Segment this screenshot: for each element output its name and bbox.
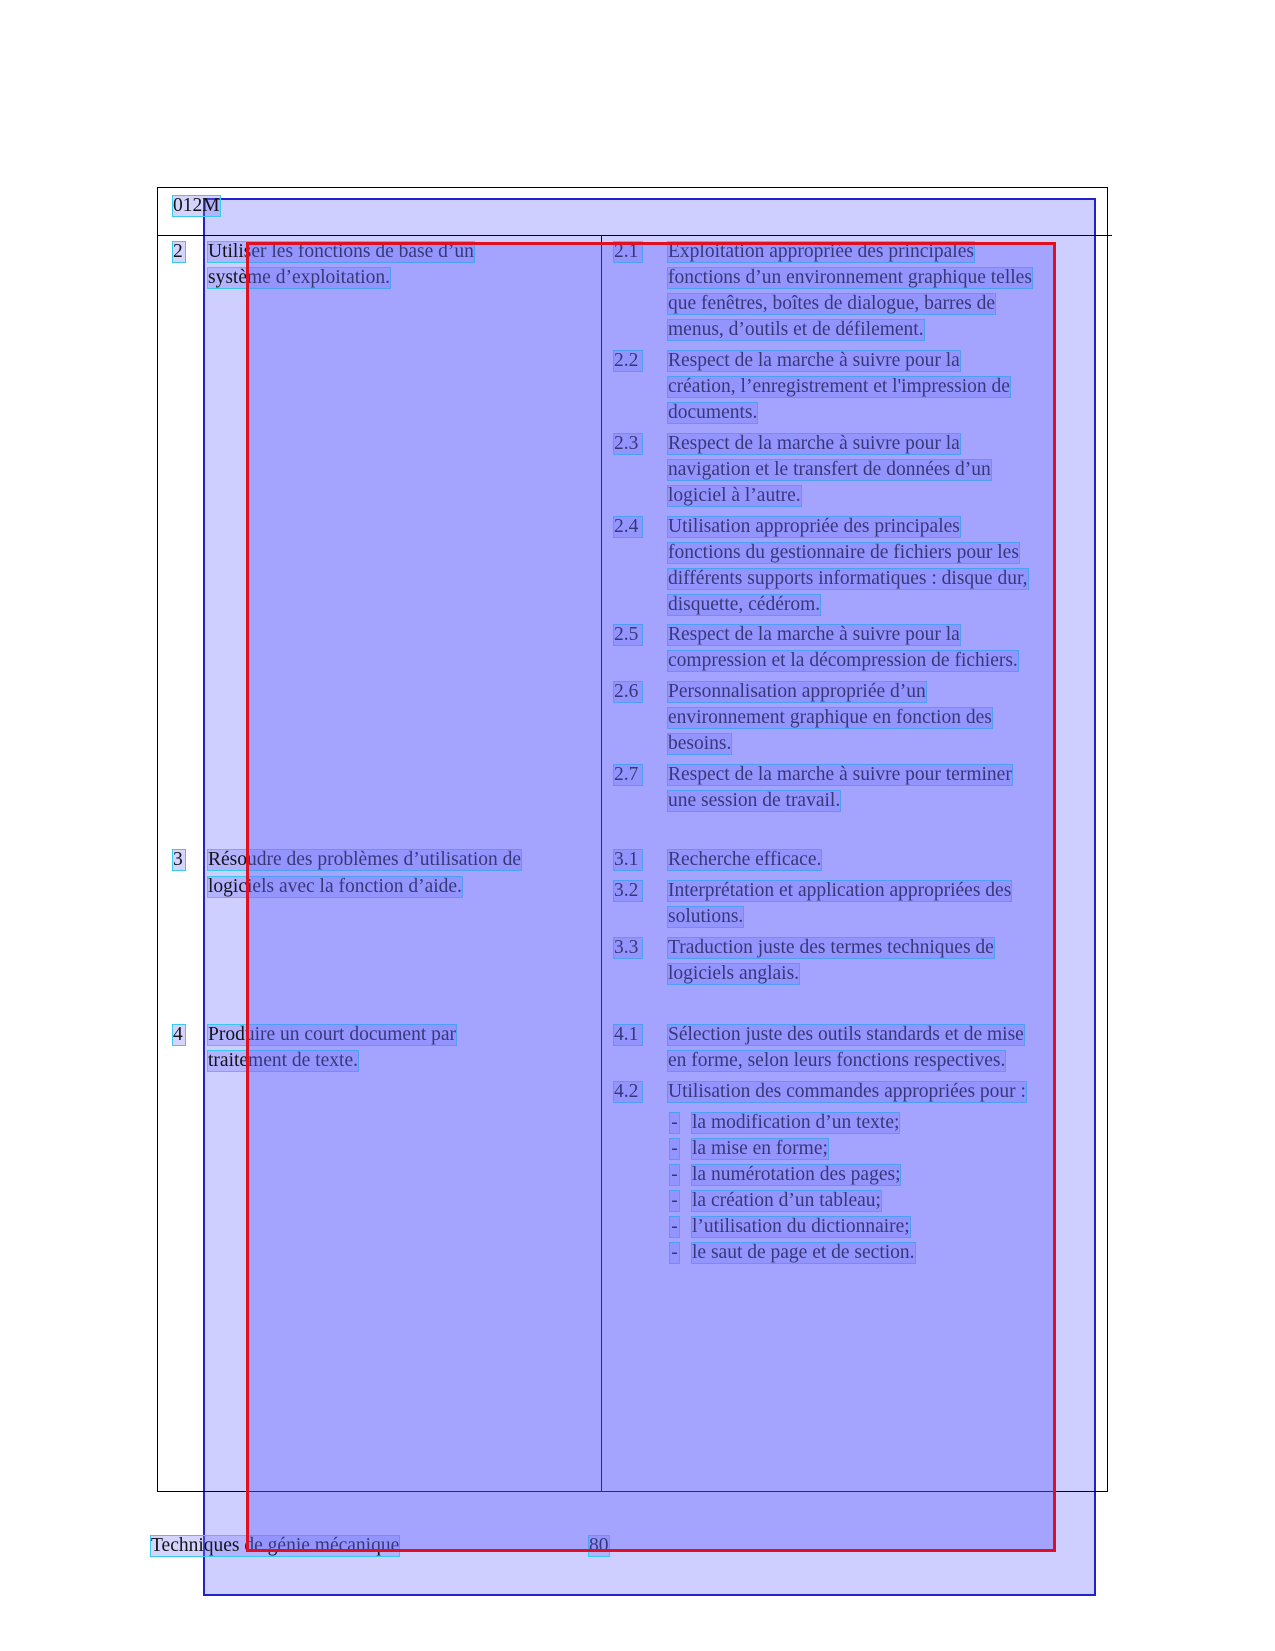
element-number: 2: [173, 242, 185, 262]
bullet-dash: -: [671, 1112, 678, 1133]
criterion-text-line: fonctions d’un environnement graphique telles: [668, 267, 1032, 288]
criterion-text-line: fonctions du gestionnaire de fichiers pour les: [668, 542, 1019, 563]
criterion-number: 2.4: [614, 517, 642, 537]
header-divider: [157, 235, 1112, 236]
criterion-text-line: documents.: [668, 402, 758, 423]
criterion-text-line: différents supports informatiques : disque dur,: [668, 568, 1028, 589]
bullet-text: le saut de page et de section.: [692, 1242, 915, 1263]
bullet-text: la création d’un tableau;: [692, 1190, 881, 1211]
criterion-text-line: Sélection juste des outils standards et de mise: [668, 1024, 1024, 1045]
criterion-text-line: Respect de la marche à suivre pour la: [668, 350, 960, 371]
criterion-text-line: Respect de la marche à suivre pour la: [668, 433, 960, 454]
criterion-number: 4.2: [614, 1082, 642, 1102]
bullet-text: l’utilisation du dictionnaire;: [692, 1216, 910, 1237]
criterion-number: 2.7: [614, 765, 642, 785]
competency-code: 012M: [173, 195, 220, 216]
criterion-text-line: menus, d’outils et de défilement.: [668, 319, 924, 340]
element-text-line: Résoudre des problèmes d’utilisation de: [208, 849, 522, 870]
criterion-text-line: Respect de la marche à suivre pour terminer: [668, 764, 1012, 785]
bullet-dash: -: [671, 1216, 678, 1237]
criterion-text-line: compression et la décompression de fichiers.: [668, 650, 1018, 671]
bullet-dash: -: [671, 1138, 678, 1159]
criterion-text-line: une session de travail.: [668, 790, 841, 811]
element-text-line: Utiliser les fonctions de base d’un: [208, 241, 474, 262]
criterion-text-line: que fenêtres, boîtes de dialogue, barres de: [668, 293, 996, 314]
criterion-text-line: besoins.: [668, 733, 732, 754]
criterion-number: 3.3: [614, 938, 642, 958]
criterion-text-line: Interprétation et application appropriées des: [668, 880, 1012, 901]
criterion-text-line: Recherche efficace.: [668, 849, 822, 870]
criterion-text-line: Utilisation appropriée des principales: [668, 516, 960, 537]
column-divider: [601, 236, 602, 1492]
criterion-text-line: Utilisation des commandes appropriées pour :: [668, 1081, 1026, 1102]
criterion-text-line: Respect de la marche à suivre pour la: [668, 624, 960, 645]
criterion-number: 4.1: [614, 1025, 642, 1045]
criterion-text-line: Exploitation appropriée des principales: [668, 241, 974, 262]
bullet-text: la numérotation des pages;: [692, 1164, 901, 1185]
criterion-text-line: création, l’enregistrement et l'impression de: [668, 376, 1010, 397]
criterion-text-line: logiciels anglais.: [668, 963, 800, 984]
criterion-number: 2.6: [614, 682, 642, 702]
criterion-text-line: logiciel à l’autre.: [668, 485, 801, 506]
element-number: 4: [173, 1025, 185, 1045]
criterion-text-line: navigation et le transfert de données d’un: [668, 459, 991, 480]
element-text-line: système d’exploitation.: [208, 267, 390, 288]
bullet-dash: -: [671, 1242, 678, 1263]
bullet-text: la modification d’un texte;: [692, 1112, 900, 1133]
criterion-number: 3.2: [614, 881, 642, 901]
criterion-text-line: Personnalisation appropriée d’un: [668, 681, 926, 702]
criterion-number: 2.3: [614, 434, 642, 454]
criterion-text-line: solutions.: [668, 906, 744, 927]
footer-program-title: Techniques de génie mécanique: [151, 1535, 400, 1556]
element-text-line: logiciels avec la fonction d’aide.: [208, 876, 462, 897]
footer-page-number: 80: [589, 1535, 609, 1556]
criterion-text-line: en forme, selon leurs fonctions respectives.: [668, 1050, 1006, 1071]
criterion-text-line: Traduction juste des termes techniques de: [668, 937, 994, 958]
criterion-text-line: environnement graphique en fonction des: [668, 707, 992, 728]
bullet-text: la mise en forme;: [692, 1138, 828, 1159]
element-text-line: traitement de texte.: [208, 1050, 358, 1071]
element-number: 3: [173, 850, 185, 870]
criterion-number: 2.2: [614, 351, 642, 371]
criterion-number: 2.5: [614, 625, 642, 645]
bullet-dash: -: [671, 1164, 678, 1185]
criterion-text-line: disquette, cédérom.: [668, 594, 821, 615]
criterion-number: 3.1: [614, 850, 642, 870]
bullet-dash: -: [671, 1190, 678, 1211]
criterion-number: 2.1: [614, 242, 642, 262]
element-text-line: Produire un court document par: [208, 1024, 457, 1045]
